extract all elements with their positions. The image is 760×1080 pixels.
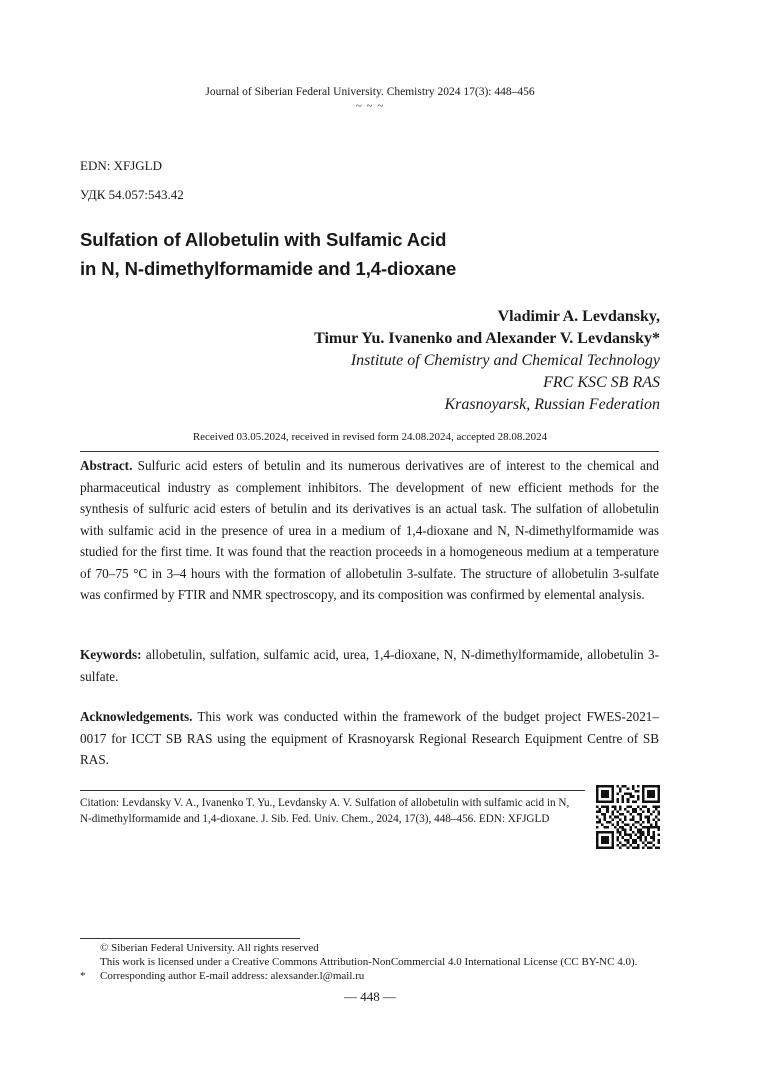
abstract-label: Abstract. xyxy=(80,458,133,473)
acknowledgements-text: This work was conducted within the framework of the budget project FWES-2021–0017 for ICCT SB RAS using the equipment of Krasnoyarsk Regional Research Equipment Centre of SB RAS. xyxy=(80,709,659,767)
authors-block xyxy=(314,306,660,416)
footnote-mark: * xyxy=(80,970,86,982)
author-line-2: Timur Yu. Ivanenko and Alexander V. Levdansky* xyxy=(314,330,660,347)
affiliation-line-1: Institute of Chemistry and Chemical Technology xyxy=(350,352,660,369)
title-line-2: in N, N-dimethylformamide and 1,4-dioxane xyxy=(80,258,457,279)
article-title xyxy=(80,225,640,283)
keywords-text: allobetulin, sulfation, sulfamic acid, urea, 1,4-dioxane, N, N-dimethylformamide, allobetulin 3-sulfate. xyxy=(80,647,659,684)
footnote-corresponding: * Corresponding author E-mail address: alexsander.l@mail.ru xyxy=(80,970,365,982)
qr-code-icon xyxy=(596,785,660,849)
page-number: — 448 — xyxy=(344,989,396,1004)
footnote-divider xyxy=(80,938,300,939)
title-line-1: Sulfation of Allobetulin with Sulfamic Acid xyxy=(80,229,447,250)
journal-header: Journal of Siberian Federal University. Chemistry 2024 17(3): 448–456 xyxy=(205,86,535,98)
affiliation-line-3: Krasnoyarsk, Russian Federation xyxy=(444,396,660,413)
keywords xyxy=(80,644,659,687)
footnote-license: This work is licensed under a Creative Commons Attribution-NonCommercial 4.0 International License (CC BY-NC 4.0). xyxy=(100,956,638,968)
header-ornament: ~ ~ ~ xyxy=(355,100,385,112)
footnote-copyright: © Siberian Federal University. All rights reserved xyxy=(100,942,319,954)
divider-citation xyxy=(80,790,585,791)
affiliation-line-2: FRC KSC SB RAS xyxy=(543,374,660,391)
udk-code: УДК 54.057:543.42 xyxy=(80,187,184,202)
acknowledgements-label: Acknowledgements. xyxy=(80,709,193,724)
author-line-1: Vladimir A. Levdansky, xyxy=(497,308,660,325)
received-dates: Received 03.05.2024, received in revised form 24.08.2024, accepted 28.08.2024 xyxy=(192,431,548,443)
keywords-label: Keywords: xyxy=(80,647,142,662)
acknowledgements xyxy=(80,706,659,771)
abstract xyxy=(80,455,659,606)
citation: Citation: Levdansky V. A., Ivanenko T. Yu., Levdansky A. V. Sulfation of allobetulin with sulfamic acid in N, N-dimethylformamide and 1,4-dioxane. J. Sib. Fed. Univ. Chem., 2024, 17(3), 448–456. EDN: XFJGLD xyxy=(80,797,570,825)
divider-top xyxy=(80,451,659,452)
edn-code: EDN: XFJGLD xyxy=(80,158,162,173)
abstract-text: Sulfuric acid esters of betulin and its numerous derivatives are of interest to the chemical and pharmaceutical industry as complement inhibitors. The development of new efficient methods for the synthesis of sulfuric acid esters of betulin and its derivatives is an actual task. The sulfation of allobetulin with sulfamic acid in the presence of urea in a medium of 1,4-dioxane and N, N-dimethylformamide was studied for the first time. It was found that the reaction proceeds in a homogeneous medium at a temperature of 70–75 °C in 3–4 hours with the formation of allobetulin 3-sulfate. The structure of allobetulin 3-sulfate was confirmed by FTIR and NMR spectroscopy, and its composition was confirmed by elemental analysis. xyxy=(80,458,660,602)
